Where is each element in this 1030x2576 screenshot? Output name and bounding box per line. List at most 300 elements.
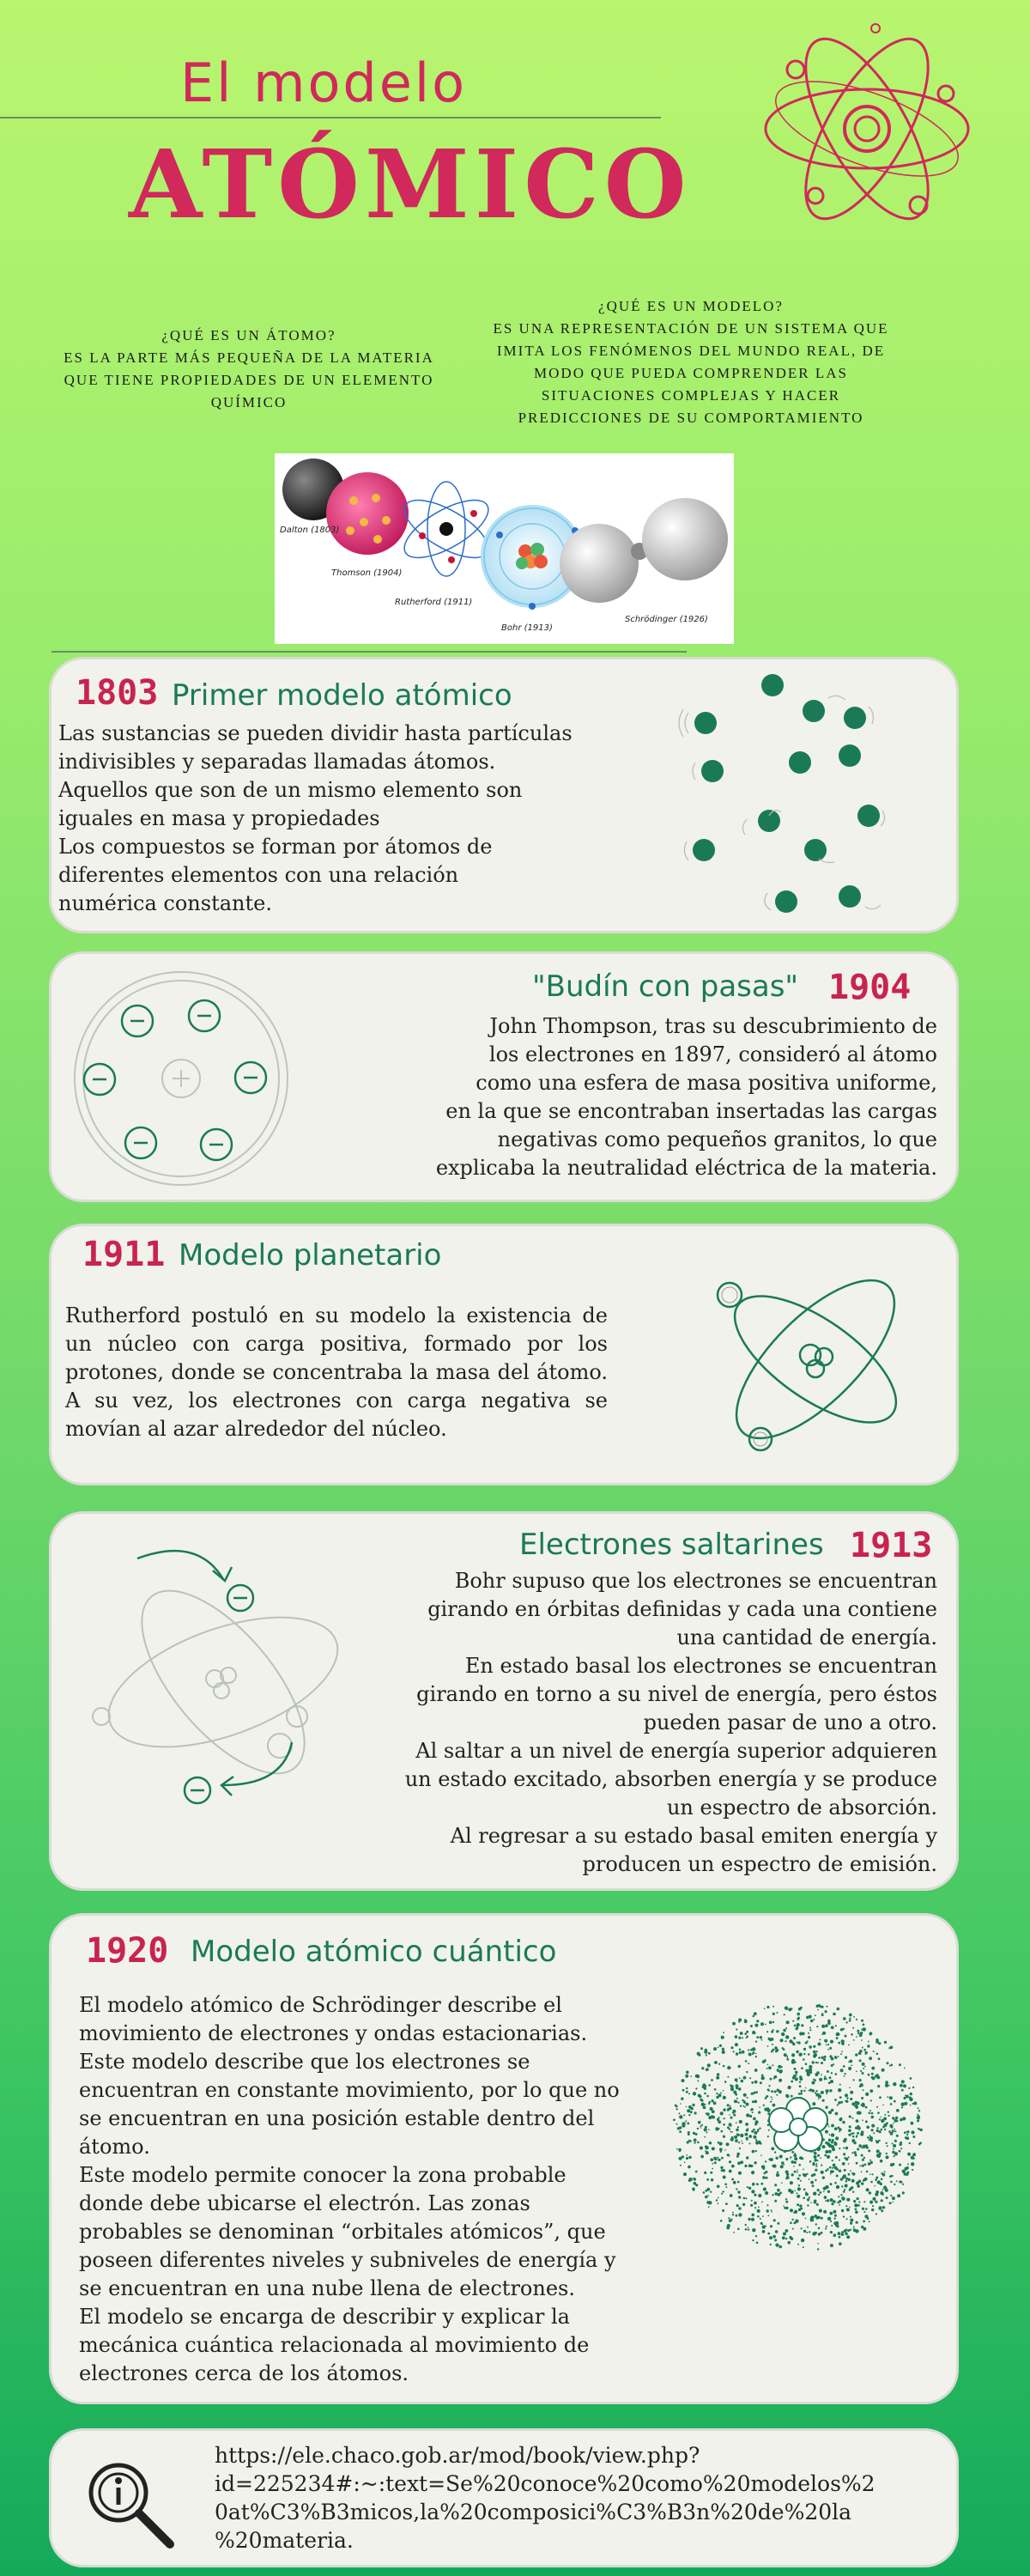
- electron-dot: [790, 2041, 791, 2043]
- electron-dot: [715, 2127, 718, 2129]
- electron-dot: [755, 2150, 757, 2152]
- electron-dot: [738, 2037, 741, 2039]
- electron-dot: [807, 2204, 809, 2206]
- electron-dot: [876, 2106, 878, 2108]
- electron-dot: [748, 2053, 752, 2057]
- electron-dot: [858, 2144, 862, 2148]
- electron-dot: [857, 2030, 859, 2032]
- electron-dot: [760, 2218, 761, 2220]
- electron-dot: [841, 2196, 844, 2199]
- electron-dot: [721, 2157, 724, 2160]
- electron-dot: [833, 2233, 837, 2237]
- electron-dot: [821, 2062, 823, 2064]
- electron-dot: [728, 2217, 730, 2219]
- electron-dot: [793, 2075, 797, 2078]
- model-question: ¿QUÉ ES UN MODELO?: [598, 298, 784, 314]
- electron-dot: [830, 2198, 833, 2202]
- electron-dot: [894, 2130, 896, 2132]
- electron-dot: [682, 2079, 685, 2082]
- electron-dot: [679, 2130, 682, 2133]
- electron-dot: [732, 2110, 736, 2113]
- electron-dot: [718, 2063, 720, 2065]
- electron-dot: [821, 2025, 825, 2028]
- electron-dot: [779, 2191, 782, 2194]
- electron-dot: [763, 2105, 765, 2106]
- electron-dot: [692, 2104, 694, 2106]
- electron-dot: [717, 2157, 718, 2159]
- electron-dot: [845, 2057, 847, 2059]
- electron-dot: [831, 2225, 833, 2227]
- electron-dot: [861, 2039, 863, 2041]
- electron-dot: [826, 2078, 827, 2080]
- electron-dot: [815, 2163, 817, 2165]
- electron-dot: [754, 2024, 758, 2027]
- electron-dot: [748, 2227, 749, 2228]
- electron-dot: [829, 2134, 831, 2136]
- electron-dot: [836, 2175, 839, 2178]
- electron-dot: [775, 2049, 779, 2052]
- electron-dot: [771, 2211, 772, 2213]
- electron-dot: [689, 2140, 692, 2142]
- electron-dot: [791, 2081, 793, 2083]
- electron-dot: [818, 2233, 821, 2235]
- electron-dot: [676, 2148, 678, 2150]
- electron-dot: [866, 2188, 869, 2191]
- model-answer: ES UNA REPRESENTACIÓN DE UN SISTEMA QUE IMITA LOS FENÓMENOS DEL MUNDO REAL, DE MODO QUE PUEDA COMPRENDER LAS SITUACIONES COMPLEJAS Y HACER PREDICCIONES DE SU COMPORTAMIENTO: [493, 320, 889, 426]
- electron-dot: [912, 2136, 915, 2138]
- electron-dot: [849, 2018, 851, 2020]
- electron-dot: [676, 2123, 678, 2125]
- electron-dot: [814, 2079, 816, 2081]
- electron-dot: [813, 2173, 815, 2176]
- electron-dot: [799, 2032, 803, 2035]
- electron-dot: [827, 2199, 829, 2202]
- electron-dot: [790, 2156, 791, 2158]
- electron-dot: [803, 2197, 805, 2200]
- electron-dot: [849, 2189, 851, 2191]
- electron-dot: [797, 2077, 798, 2079]
- electron-dot: [865, 2208, 868, 2210]
- electron-dot: [827, 2044, 829, 2045]
- electron-dot: [797, 2170, 798, 2172]
- electron-dot: [901, 2106, 903, 2108]
- electron-dot: [825, 2185, 828, 2189]
- electron-dot: [820, 2191, 822, 2194]
- electron-dot: [844, 2229, 847, 2233]
- electron-dot: [792, 2020, 794, 2022]
- electron-dot: [834, 2215, 837, 2217]
- model-description: Bohr supuso que los electrones se encuentran girando en órbitas definidas y cada una contiene una cantidad de energía. En estado basal los electrones se encuentran girando en torno a su nivel de energía, pero éstos pueden pasar de uno a otro. Al saltar a un nivel de energía superior adquieren un estado excitado, absorben energía y se produce un espectro de absorción. Al regresar a su estado basal emiten energía y producen un espectro de emisión.: [404, 1569, 937, 1876]
- electron-dot: [724, 2081, 727, 2083]
- electron-dot: [766, 2177, 768, 2179]
- electron-dot: [890, 2046, 894, 2050]
- electron-dot: [738, 2207, 741, 2209]
- electron-dot: [741, 2141, 742, 2142]
- electron-dot: [714, 2061, 718, 2064]
- electron-dot: [723, 2123, 725, 2126]
- electron-dot: [760, 2142, 761, 2144]
- electron-dot: [863, 2068, 864, 2069]
- electron-dot: [821, 2172, 822, 2173]
- electron-dot: [906, 2172, 909, 2174]
- electron-dot: [864, 2066, 866, 2068]
- electron-dot: [837, 2127, 839, 2129]
- electron-dot: [879, 2208, 882, 2210]
- electron-dot: [823, 2210, 827, 2214]
- electron-dot: [809, 2231, 810, 2233]
- electron-dot: [831, 2026, 834, 2029]
- electron-dot: [884, 2186, 888, 2190]
- electron-dot: [778, 2070, 779, 2072]
- electron-dot: [786, 2058, 789, 2061]
- electron-dot: [830, 2183, 833, 2185]
- electron-dot: [809, 2071, 812, 2074]
- electron-dot: [864, 2164, 867, 2166]
- electron-dot: [868, 2074, 870, 2076]
- electron-dot: [827, 2070, 829, 2073]
- electron-dot: [688, 2166, 691, 2169]
- electron-dot: [735, 2100, 737, 2103]
- electron-dot: [848, 2067, 851, 2070]
- electron-dot: [817, 2009, 819, 2011]
- electron-dot: [879, 2118, 881, 2120]
- electron-dot: [775, 2244, 779, 2247]
- electron-dot: [857, 2125, 859, 2128]
- electron-dot: [712, 2163, 713, 2165]
- electron-dot: [830, 2221, 832, 2222]
- electron-dot: [723, 2065, 725, 2068]
- electron-dot: [901, 2103, 905, 2106]
- electron-dot: [700, 2146, 703, 2149]
- plum-pudding-icon: [69, 966, 294, 1191]
- year-label: 1911: [82, 1235, 166, 1274]
- electron-dot: [854, 2203, 857, 2207]
- electron-dot: [706, 2112, 710, 2116]
- electron-dot: [737, 2161, 741, 2165]
- electron-dot: [808, 2036, 810, 2038]
- model-title: Primer modelo atómico: [172, 678, 512, 713]
- model-label-dalton: Dalton (1803): [280, 526, 340, 535]
- electron-dot: [892, 2117, 894, 2119]
- electron-dot: [808, 2032, 809, 2034]
- electron-dot: [688, 2131, 690, 2134]
- electron-dot: [908, 2087, 910, 2089]
- electron-dot: [881, 2209, 883, 2212]
- electron-dot: [918, 2129, 920, 2130]
- electron-dot: [824, 2196, 827, 2199]
- electron-dot: [839, 2170, 841, 2172]
- electron-dot: [707, 2063, 711, 2067]
- electron-dot: [774, 2239, 777, 2241]
- electron-dot: [736, 2028, 737, 2030]
- electron-dot: [829, 2047, 832, 2050]
- electron-dot: [805, 2218, 807, 2220]
- electron-dot: [852, 2172, 856, 2176]
- electron-dot: [771, 2090, 773, 2093]
- electron-dot: [853, 2229, 857, 2233]
- electron-dot: [835, 2073, 838, 2075]
- electron-dot: [879, 2096, 882, 2099]
- electron-dot: [770, 2244, 772, 2245]
- electron-dot: [742, 2037, 743, 2038]
- electron-dot: [791, 2219, 793, 2221]
- electron-dot: [846, 2198, 850, 2202]
- electron-dot: [688, 2156, 691, 2159]
- electron-dot: [850, 2216, 851, 2218]
- electron-dot: [813, 2045, 815, 2048]
- electron-dot: [772, 2104, 776, 2107]
- electron-dot: [839, 2200, 841, 2202]
- electron-dot: [853, 2142, 856, 2144]
- electron-dot: [857, 2148, 859, 2151]
- electron-dot: [830, 2080, 833, 2083]
- electron-dot: [862, 2047, 863, 2049]
- electron-dot: [693, 2092, 696, 2095]
- electron-dot: [750, 2204, 753, 2207]
- electron-dot: [853, 2079, 855, 2081]
- electron-dot: [885, 2081, 888, 2084]
- electron-dot: [850, 2219, 853, 2222]
- electron-dot: [708, 2129, 710, 2130]
- electron-dot: [846, 2235, 850, 2239]
- electron-dot: [746, 2156, 748, 2159]
- electron-dot: [845, 2100, 848, 2103]
- electron-dot: [705, 2126, 707, 2129]
- electron-dot: [717, 2118, 719, 2121]
- electron-dot: [840, 2069, 844, 2072]
- electron-dot: [701, 2103, 705, 2106]
- electron-dot: [794, 2068, 797, 2070]
- electron-dot: [731, 2131, 733, 2133]
- electron-dot: [743, 2076, 747, 2080]
- electron-dot: [712, 2147, 715, 2150]
- source-url[interactable]: https://ele.chaco.gob.ar/mod/book/view.php? id=225234#:~:text=Se%20conoce%20como%20modelos%2 0at%C3%B3micos,la%20composici%C3%B3n%20de%20la %20materia.: [215, 2443, 876, 2553]
- electron-dot: [876, 2149, 880, 2153]
- electron-dot: [902, 2191, 905, 2194]
- electron-dot: [851, 2179, 855, 2183]
- electron-dot: [774, 2200, 777, 2202]
- electron-dot: [805, 2042, 808, 2044]
- electron-dot: [807, 2198, 809, 2201]
- model-definition: [485, 295, 897, 429]
- electron-dot: [816, 2026, 818, 2027]
- electron-dot: [725, 2202, 728, 2205]
- electron-dot: [899, 2150, 901, 2153]
- electron-dot: [849, 2125, 851, 2128]
- electron-dot: [861, 2154, 863, 2157]
- electron-dot: [762, 2230, 766, 2233]
- electron-dot: [786, 2057, 788, 2058]
- electron-dot: [809, 2196, 810, 2198]
- electron-dot: [755, 2040, 757, 2042]
- electron-dot: [844, 2189, 845, 2190]
- electron-dot: [840, 2117, 842, 2119]
- year-label: 1904: [828, 968, 912, 1007]
- electron-dot: [865, 2106, 868, 2109]
- electron-dot: [799, 2085, 802, 2087]
- electron-dot: [683, 2172, 687, 2176]
- electron-dot: [825, 2130, 828, 2134]
- electron-dot: [838, 2196, 839, 2197]
- electron-dot: [850, 2222, 852, 2225]
- electron-dot: [826, 2089, 829, 2093]
- electron-dot: [913, 2102, 917, 2105]
- model-label-schrodinger: Schrödinger (1926): [625, 615, 708, 624]
- electron-dot: [820, 2038, 821, 2040]
- electron-dot: [697, 2128, 699, 2129]
- electron-dot: [792, 2228, 794, 2230]
- electron-dot: [869, 2160, 871, 2161]
- electron-dot: [823, 2058, 826, 2061]
- electron-dot: [817, 2248, 819, 2250]
- electron-dot: [827, 2006, 828, 2008]
- electron-dot: [739, 2049, 742, 2051]
- electron-dot: [848, 2061, 850, 2063]
- electron-dot: [844, 2157, 845, 2159]
- electron-dot: [885, 2084, 888, 2087]
- electron-dot: [717, 2185, 720, 2189]
- electron-dot: [695, 2075, 697, 2076]
- electron-dot: [892, 2196, 895, 2200]
- electron-dot: [831, 2133, 834, 2136]
- electron-dot: [861, 2104, 863, 2106]
- electron-dot: [790, 2181, 793, 2184]
- electron-dot: [876, 2179, 877, 2181]
- electron-dot: [788, 2241, 791, 2245]
- electron-dot: [855, 2208, 857, 2211]
- electron-dot: [714, 2088, 717, 2091]
- model-card-1920: [49, 1913, 959, 2404]
- electron-dot: [798, 2208, 801, 2211]
- model-card-1904: [49, 951, 959, 1202]
- electron-dot: [785, 2229, 789, 2233]
- electron-dot: [853, 2227, 855, 2228]
- electron-dot: [758, 2111, 760, 2114]
- electron-dot: [815, 2169, 817, 2172]
- electron-dot: [703, 2106, 706, 2110]
- electron-dot: [906, 2095, 909, 2099]
- electron-dot: [777, 2189, 780, 2192]
- electron-dot: [733, 2114, 736, 2117]
- electron-dot: [829, 2055, 832, 2057]
- electron-dot: [744, 2020, 748, 2023]
- electron-dot: [693, 2132, 695, 2135]
- electron-dot: [679, 2115, 682, 2118]
- electron-dot: [785, 2027, 787, 2029]
- electron-dot: [755, 2091, 758, 2093]
- electron-dot: [686, 2091, 688, 2093]
- electron-dot: [742, 2142, 743, 2144]
- electron-dot: [723, 2108, 725, 2111]
- electron-dot: [754, 2081, 758, 2084]
- electron-dot: [866, 2126, 869, 2129]
- electron-dot: [725, 2186, 727, 2188]
- electron-dot: [785, 2094, 788, 2097]
- electron-dot: [749, 2115, 752, 2117]
- electron-dot: [852, 2136, 855, 2138]
- electron-dot: [863, 2221, 865, 2223]
- electron-dot: [845, 2021, 847, 2023]
- electron-dot: [732, 2214, 734, 2215]
- electron-dot: [754, 2202, 757, 2205]
- electron-dot: [896, 2180, 898, 2182]
- electron-dot: [825, 2150, 828, 2154]
- electron-dot: [845, 2035, 847, 2038]
- electron-dot: [796, 2042, 797, 2044]
- electron-dot: [846, 2218, 848, 2220]
- electron-dot: [819, 2078, 822, 2081]
- electron-dot: [888, 2115, 890, 2117]
- electron-dot: [827, 2020, 831, 2023]
- electron-dot: [893, 2144, 896, 2148]
- electron-cloud-icon: [670, 1998, 927, 2256]
- electron-dot: [803, 2053, 805, 2055]
- electron-dot: [809, 2065, 812, 2069]
- electron-dot: [798, 2174, 801, 2177]
- electron-dot: [818, 2194, 820, 2196]
- electron-dot: [718, 2047, 719, 2049]
- electron-dot: [793, 2222, 795, 2224]
- electron-dot: [754, 2194, 756, 2196]
- electron-dot: [744, 2106, 746, 2108]
- electron-dot: [838, 2088, 841, 2092]
- electron-dot: [705, 2049, 708, 2052]
- electron-dot: [729, 2170, 732, 2173]
- electron-dot: [832, 2148, 835, 2151]
- electron-dot: [892, 2129, 894, 2132]
- electron-dot: [736, 2098, 738, 2099]
- electron-dot: [821, 2165, 822, 2166]
- electron-dot: [871, 2073, 874, 2075]
- electron-dot: [750, 2049, 753, 2051]
- electron-dot: [910, 2105, 912, 2106]
- electron-dot: [828, 2150, 832, 2154]
- electron-dot: [746, 2137, 748, 2140]
- electron-dot: [824, 2056, 827, 2058]
- electron-dot: [682, 2155, 684, 2158]
- electron-dot: [855, 2210, 858, 2214]
- electron-dot: [799, 2075, 802, 2078]
- model-description: Rutherford postuló en su modelo la existencia de un núcleo con carga positiva, formado por los protones, donde se concentraba la masa del átomo. A su vez, los electrones con carga negativa se movían al azar alrededor del núcleo.: [65, 1303, 608, 1441]
- electron-dot: [752, 2183, 755, 2186]
- electron-dot: [742, 2050, 745, 2054]
- electron-dot: [781, 2182, 783, 2184]
- electron-dot: [704, 2093, 706, 2095]
- electron-dot: [803, 2246, 804, 2248]
- electron-dot: [743, 2197, 746, 2200]
- electron-dot: [839, 2160, 840, 2161]
- electron-dot: [730, 2105, 731, 2107]
- electron-dot: [896, 2135, 899, 2137]
- electron-dot: [752, 2228, 755, 2232]
- electron-dot: [800, 2180, 802, 2182]
- model-title: Modelo atómico cuántico: [191, 1935, 557, 1969]
- electron-dot: [819, 2093, 821, 2095]
- electron-dot: [904, 2097, 906, 2099]
- electron-dot: [785, 2201, 788, 2203]
- electron-dot: [814, 2152, 817, 2155]
- electron-dot: [746, 2113, 749, 2117]
- electron-dot: [713, 2102, 717, 2105]
- electron-dot: [747, 2097, 748, 2099]
- electron-dot: [784, 2014, 785, 2015]
- electron-dot: [818, 2004, 821, 2007]
- electron-dot: [829, 2212, 833, 2215]
- electron-dot: [739, 2148, 741, 2149]
- electron-dot: [680, 2165, 682, 2166]
- electron-dot: [727, 2224, 730, 2227]
- electron-dot: [886, 2196, 888, 2199]
